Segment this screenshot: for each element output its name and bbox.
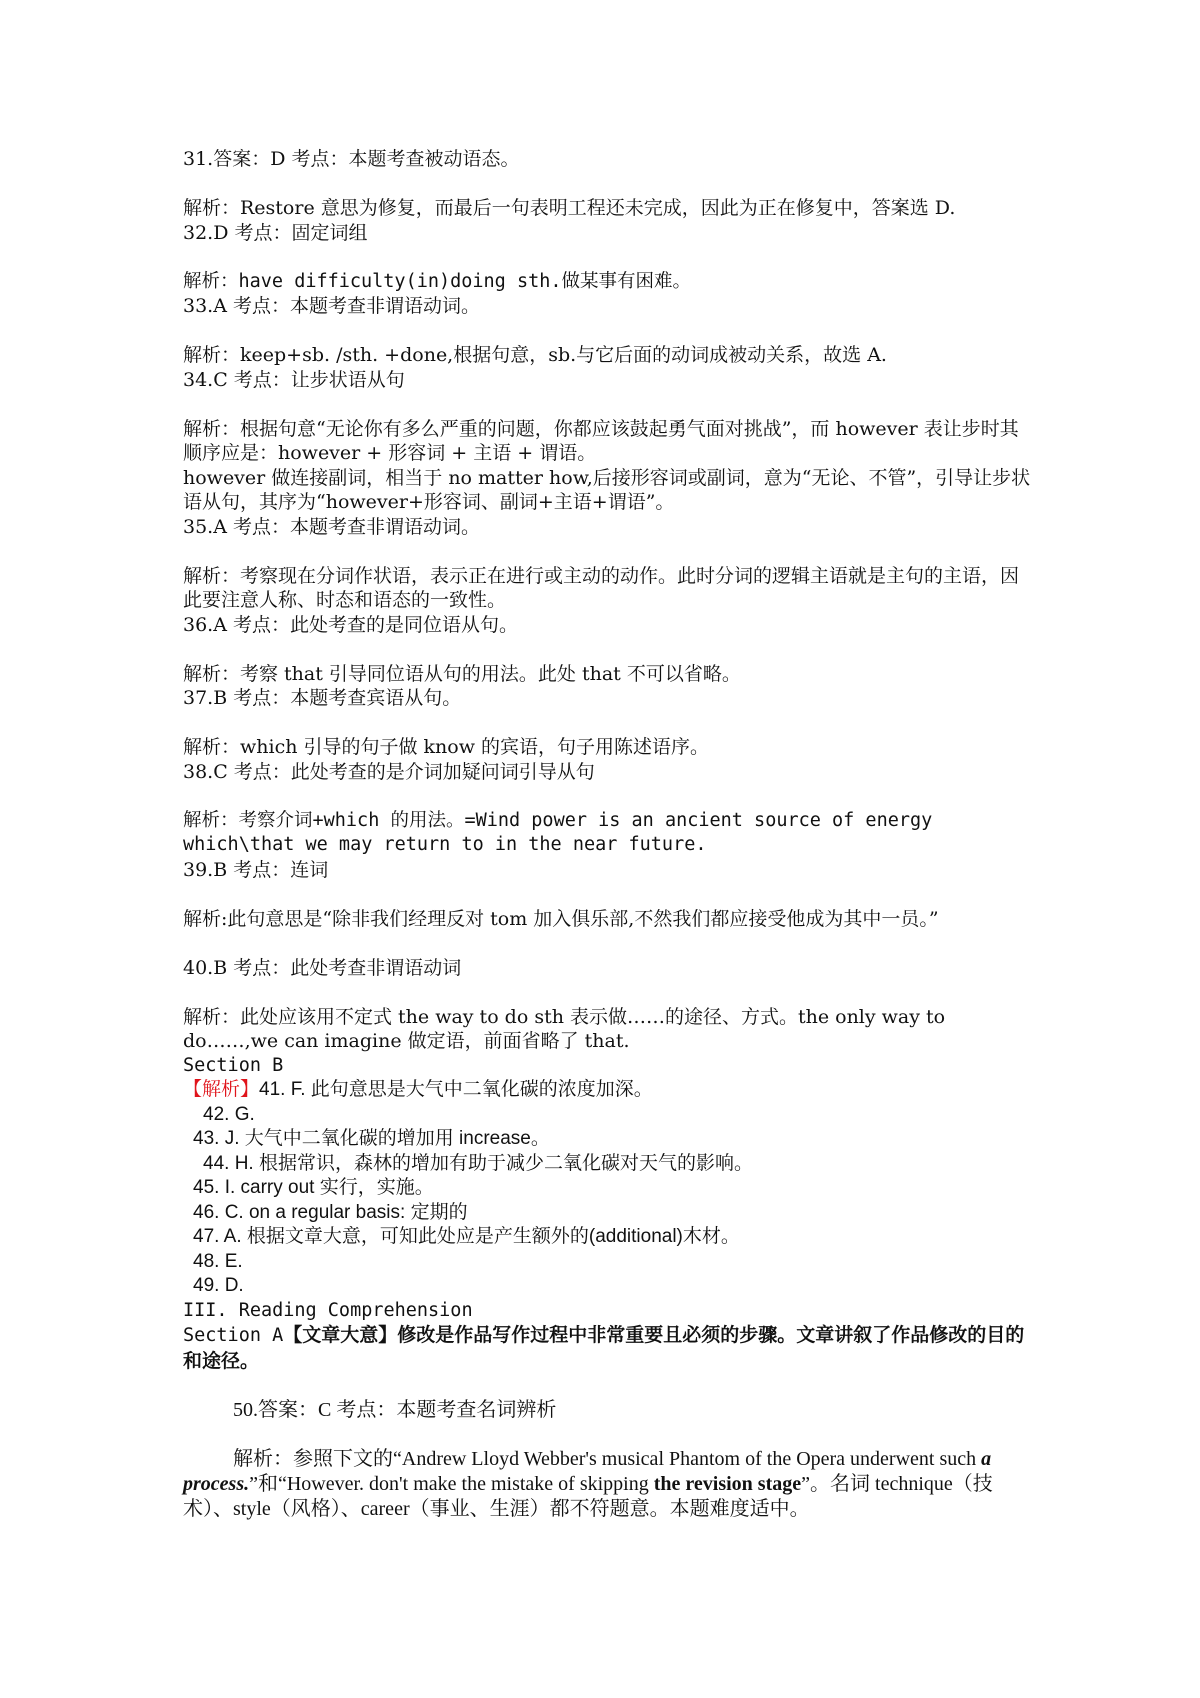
q32-heading: 32.D 考点：固定词组 [183,221,368,244]
q31-heading: 31.答案：D 考点：本题考查被动语态。 [183,148,520,170]
section-b-item-46: 46. C. on a regular basis: 定期的 [193,1201,468,1223]
q31-analysis: 解析：Restore 意思为修复，而最后一句表明工程还未完成，因此为正在修复中，答案选 D. [183,197,956,219]
section-b-item-43: 43. J. 大气中二氧化碳的增加用 increase。 [193,1128,550,1149]
part-three-heading: III. Reading Comprehension [183,1299,473,1321]
q37-heading: 37.B 考点：本题考查宾语从句。 [183,687,462,709]
q34-analysis: 解析：根据句意“无论你有多么严重的问题，你都应该鼓起勇气面对挑战”，而 however 表让步时其顺序应是：however + 形容词 + 主语 + 谓语。 [183,417,1019,464]
q35-analysis: 解析：考察现在分词作状语，表示正在进行或主动的动作。此时分词的逻辑主语就是主句的主语，因此要注意人称、时态和语态的一致性。 [183,564,1020,611]
answer-explanations [183,147,1033,1522]
section-b-item-47: 47. A. 根据文章大意，可知此处应是产生额外的(additional)木材。 [193,1226,740,1247]
section-a-summary: Section A【文章大意】修改是作品写作过程中非常重要且必须的步骤。文章讲叙了作品修改的目的和途径。 [183,1324,1025,1372]
section-b-item-48: 48. E. [193,1250,243,1272]
q34-analysis-extra: however 做连接副词，相当于 no matter how,后接形容词或副词，意为“无论、不管”，引导让步状语从句，其序为“however+形容词、副词+主语+谓语”。 [183,466,1031,513]
q39-analysis: 解析:此句意思是“除非我们经理反对 tom 加入俱乐部,不然我们都应接受他成为其中一员。” [183,907,939,930]
q32-analysis: 解析：have difficulty(in)doing sth.做某事有困难。 [183,270,692,292]
q50-heading: 50.答案：C 考点：本题考查名词辨析 [233,1398,557,1421]
q38-heading: 38.C 考点：此处考查的是介词加疑问词引导从句 [183,760,595,783]
q40-heading: 40.B 考点：此处考查非谓语动词 [183,956,462,979]
section-b-heading: Section B [183,1054,284,1076]
section-b-item-41: 【解析】41. F. 此句意思是大气中二氧化碳的浓度加深。 [183,1079,653,1100]
q36-heading: 36.A 考点：此处考查的是同位语从句。 [183,613,518,636]
section-b-item-44: 44. H. 根据常识，森林的增加有助于减少二氧化碳对天气的影响。 [203,1152,753,1174]
q37-analysis: 解析：which 引导的句子做 know 的宾语，句子用陈述语序。 [183,736,710,758]
q33-analysis: 解析：keep+sb. /sth. +done,根据句意，sb.与它后面的动词成被动关系，故选 A. [183,344,887,366]
section-b-item-42: 42. G. [203,1103,255,1125]
q34-heading: 34.C 考点：让步状语从句 [183,368,405,391]
section-b-item-49: 49. D. [193,1275,244,1296]
q35-heading: 35.A 考点：本题考查非谓语动词。 [183,515,480,538]
section-b-item-45: 45. I. carry out 实行，实施。 [193,1177,434,1198]
q36-analysis: 解析：考察 that 引导同位语从句的用法。此处 that 不可以省略。 [183,662,741,685]
analysis-tag: 【解析】 [183,1079,260,1100]
q33-heading: 33.A 考点：本题考查非谓语动词。 [183,295,480,317]
q39-heading: 39.B 考点：连词 [183,858,329,881]
q38-analysis: 解析：考察介词+which 的用法。=Wind power is an ancient source of energy which\that we may return to in the near future. [183,809,933,855]
q50-analysis: 解析：参照下文的“Andrew Lloyd Webber's musical Phantom of the Opera underwent such a process.”和“However. don't make the mistake of skipping the revision stage”。名词 technique（技术）、style（风格）、career（事业、生涯）都不符题意。本题难度适中。 [183,1448,993,1520]
q40-analysis: 解析：此处应该用不定式 the way to do sth 表示做……的途径、方式。the only way to do……,we can imagine 做定语，前面省略了 that. [183,1005,946,1052]
